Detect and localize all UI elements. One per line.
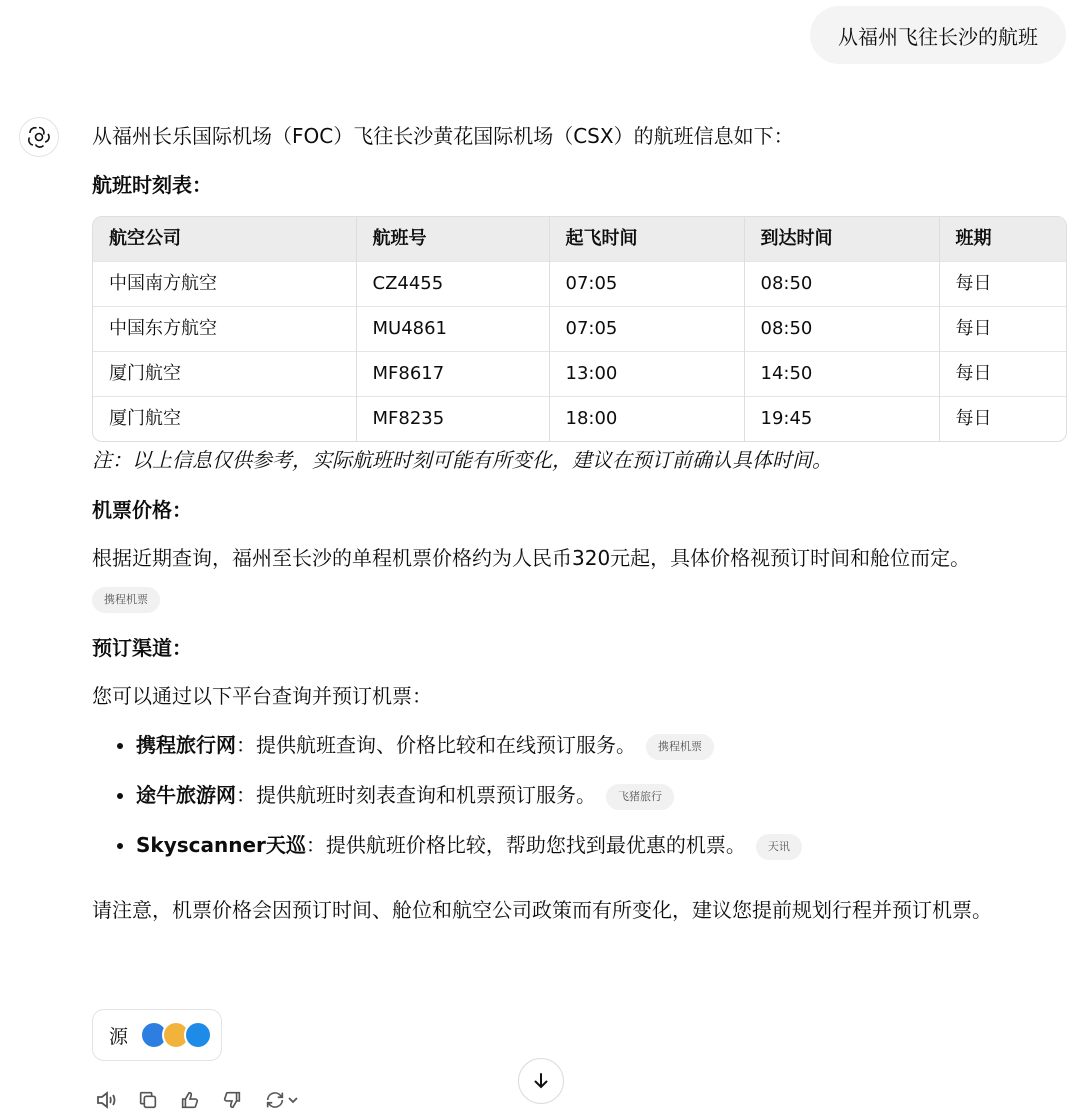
list-item [136,820,1067,870]
message-actions [92,1086,304,1114]
thumbs-down-icon [221,1089,243,1111]
copy-icon [137,1089,159,1111]
table-row [93,262,1066,307]
regenerate-button[interactable] [260,1086,304,1114]
departure-cell: 07:05 [549,262,744,307]
schedule-cell: 每日 [939,307,1066,352]
departure-cell: 18:00 [549,397,744,442]
booking-heading: 预订渠道： [92,636,192,660]
assistant-avatar [19,117,59,157]
thumbs-up-icon [179,1089,201,1111]
source-chip[interactable]: 携程机票 [92,587,160,613]
arrival-cell: 08:50 [744,307,939,352]
sources-button[interactable] [92,1009,222,1061]
scroll-down-button[interactable] [518,1058,564,1104]
airline-cell: 厦门航空 [93,397,356,442]
chevron-down-icon [286,1093,300,1107]
table-row [93,307,1066,352]
sources-label: 源 [109,1025,129,1048]
schedule-cell: 每日 [939,262,1066,307]
intro-text: 从福州长乐国际机场（FOC）飞往长沙黄花国际机场（CSX）的航班信息如下： [92,124,794,148]
assistant-response [92,118,1067,932]
price-text: 根据近期查询，福州至长沙的单程机票价格约为人民币320元起，具体价格视预订时间和舱位而定。 [92,546,971,570]
channel-desc: ：提供航班价格比较，帮助您找到最优惠的机票。 [305,833,746,857]
flight-table [92,216,1067,442]
airline-cell: 中国东方航空 [93,307,356,352]
price-heading: 机票价格： [92,498,192,522]
booking-intro: 您可以通过以下平台查询并预订机票： [92,684,432,708]
column-header: 航空公司 [93,217,356,262]
openai-logo-icon [27,125,51,149]
flight-number-cell: MU4861 [356,307,549,352]
regenerate-icon [264,1089,286,1111]
copy-button[interactable] [134,1086,162,1114]
channel-desc: ：提供航班查询、价格比较和在线预订服务。 [236,733,636,757]
channel-name: Skyscanner天巡 [136,833,306,857]
source-favicons [140,1021,212,1049]
list-item [136,720,1067,770]
flight-number-cell: MF8235 [356,397,549,442]
column-header: 班期 [939,217,1066,262]
channel-list [92,720,1067,870]
departure-cell: 07:05 [549,307,744,352]
airline-cell: 厦门航空 [93,352,356,397]
channel-name: 途牛旅游网 [136,783,236,807]
source-chip[interactable]: 飞猪旅行 [606,784,674,810]
column-header: 航班号 [356,217,549,262]
schedule-cell: 每日 [939,397,1066,442]
departure-cell: 13:00 [549,352,744,397]
schedule-cell: 每日 [939,352,1066,397]
list-item [136,770,1067,820]
column-header: 到达时间 [744,217,939,262]
user-message-text: 从福州飞往长沙的航班 [838,24,1038,49]
source-chip[interactable]: 携程机票 [646,734,714,760]
speaker-icon [94,1088,118,1112]
source-favicon-icon [184,1021,212,1049]
table-header-row [93,217,1066,262]
flight-number-cell: CZ4455 [356,262,549,307]
source-chip[interactable]: 天讯 [756,834,802,860]
airline-cell: 中国南方航空 [93,262,356,307]
thumbs-up-button[interactable] [176,1086,204,1114]
read-aloud-button[interactable] [92,1086,120,1114]
arrival-cell: 14:50 [744,352,939,397]
schedule-heading: 航班时刻表： [92,173,212,197]
flight-number-cell: MF8617 [356,352,549,397]
user-message-bubble [810,6,1066,64]
disclaimer-note: 注：以上信息仅供参考，实际航班时刻可能有所变化，建议在预订前确认具体时间。 [92,448,832,472]
channel-name: 携程旅行网 [136,733,236,757]
arrival-cell: 08:50 [744,262,939,307]
closing-text: 请注意，机票价格会因预订时间、舱位和航空公司政策而有所变化，建议您提前规划行程并预订机票。 [92,898,992,922]
arrival-cell: 19:45 [744,397,939,442]
arrow-down-icon [531,1071,551,1091]
column-header: 起飞时间 [549,217,744,262]
thumbs-down-button[interactable] [218,1086,246,1114]
table-row [93,397,1066,442]
channel-desc: ：提供航班时刻表查询和机票预订服务。 [236,783,596,807]
table-row [93,352,1066,397]
